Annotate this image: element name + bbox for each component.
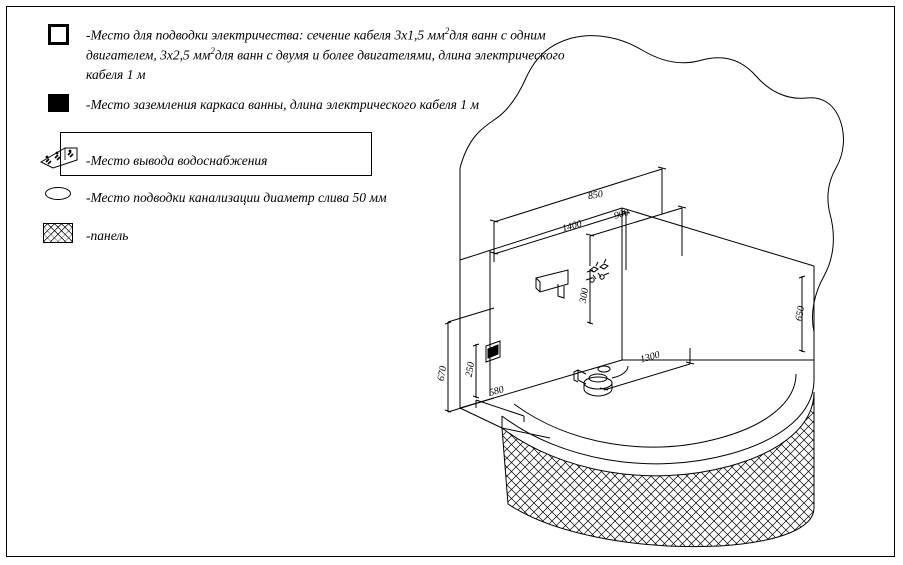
legend-item-grounding-label: -Место заземления каркаса ванны, длина электрического кабеля 1 м [86, 97, 480, 112]
panel-hatch-icon [30, 223, 86, 243]
dimension-label-900: 900 [612, 207, 631, 222]
square-outline-icon [30, 24, 86, 45]
legend-item-water-label: -Место вывода водоснабжения [86, 153, 268, 168]
bathtub-installation-drawing [390, 8, 890, 553]
legend-text-sup2: 2 [210, 46, 215, 57]
water-outlet-box [60, 132, 372, 176]
dimension-label-300: 300 [577, 287, 592, 304]
dimension-label-1400: 1400 [560, 218, 584, 235]
square-filled-icon [30, 94, 86, 112]
dimension-label-670: 670 [435, 365, 450, 382]
drawing-svg [390, 8, 890, 553]
legend-text-sup1: 2 [444, 26, 450, 36]
legend-text-part-c: для ванн с двумя и более двигателями, длина электрического кабеля 1 м [86, 47, 565, 83]
ellipse-icon [30, 187, 86, 200]
dimension-label-1300: 1300 [638, 349, 662, 366]
legend-text-part-b: для ванн с одним двигателем, 3х2,5 мм [86, 27, 546, 63]
legend-item-panel-label: -панель [86, 228, 129, 243]
legend-item-sewer-label: -Место подводки канализации диаметр слива 50 мм [86, 190, 387, 205]
dimension-label-250: 250 [463, 361, 478, 378]
dimension-label-580: 580 [487, 384, 506, 399]
dimension-label-650: 650 [793, 305, 808, 322]
legend-text-part-a: -Место для подводки электричества: сечение кабеля 3х1,5 мм [86, 27, 445, 43]
dimension-label-850: 850 [587, 188, 604, 203]
